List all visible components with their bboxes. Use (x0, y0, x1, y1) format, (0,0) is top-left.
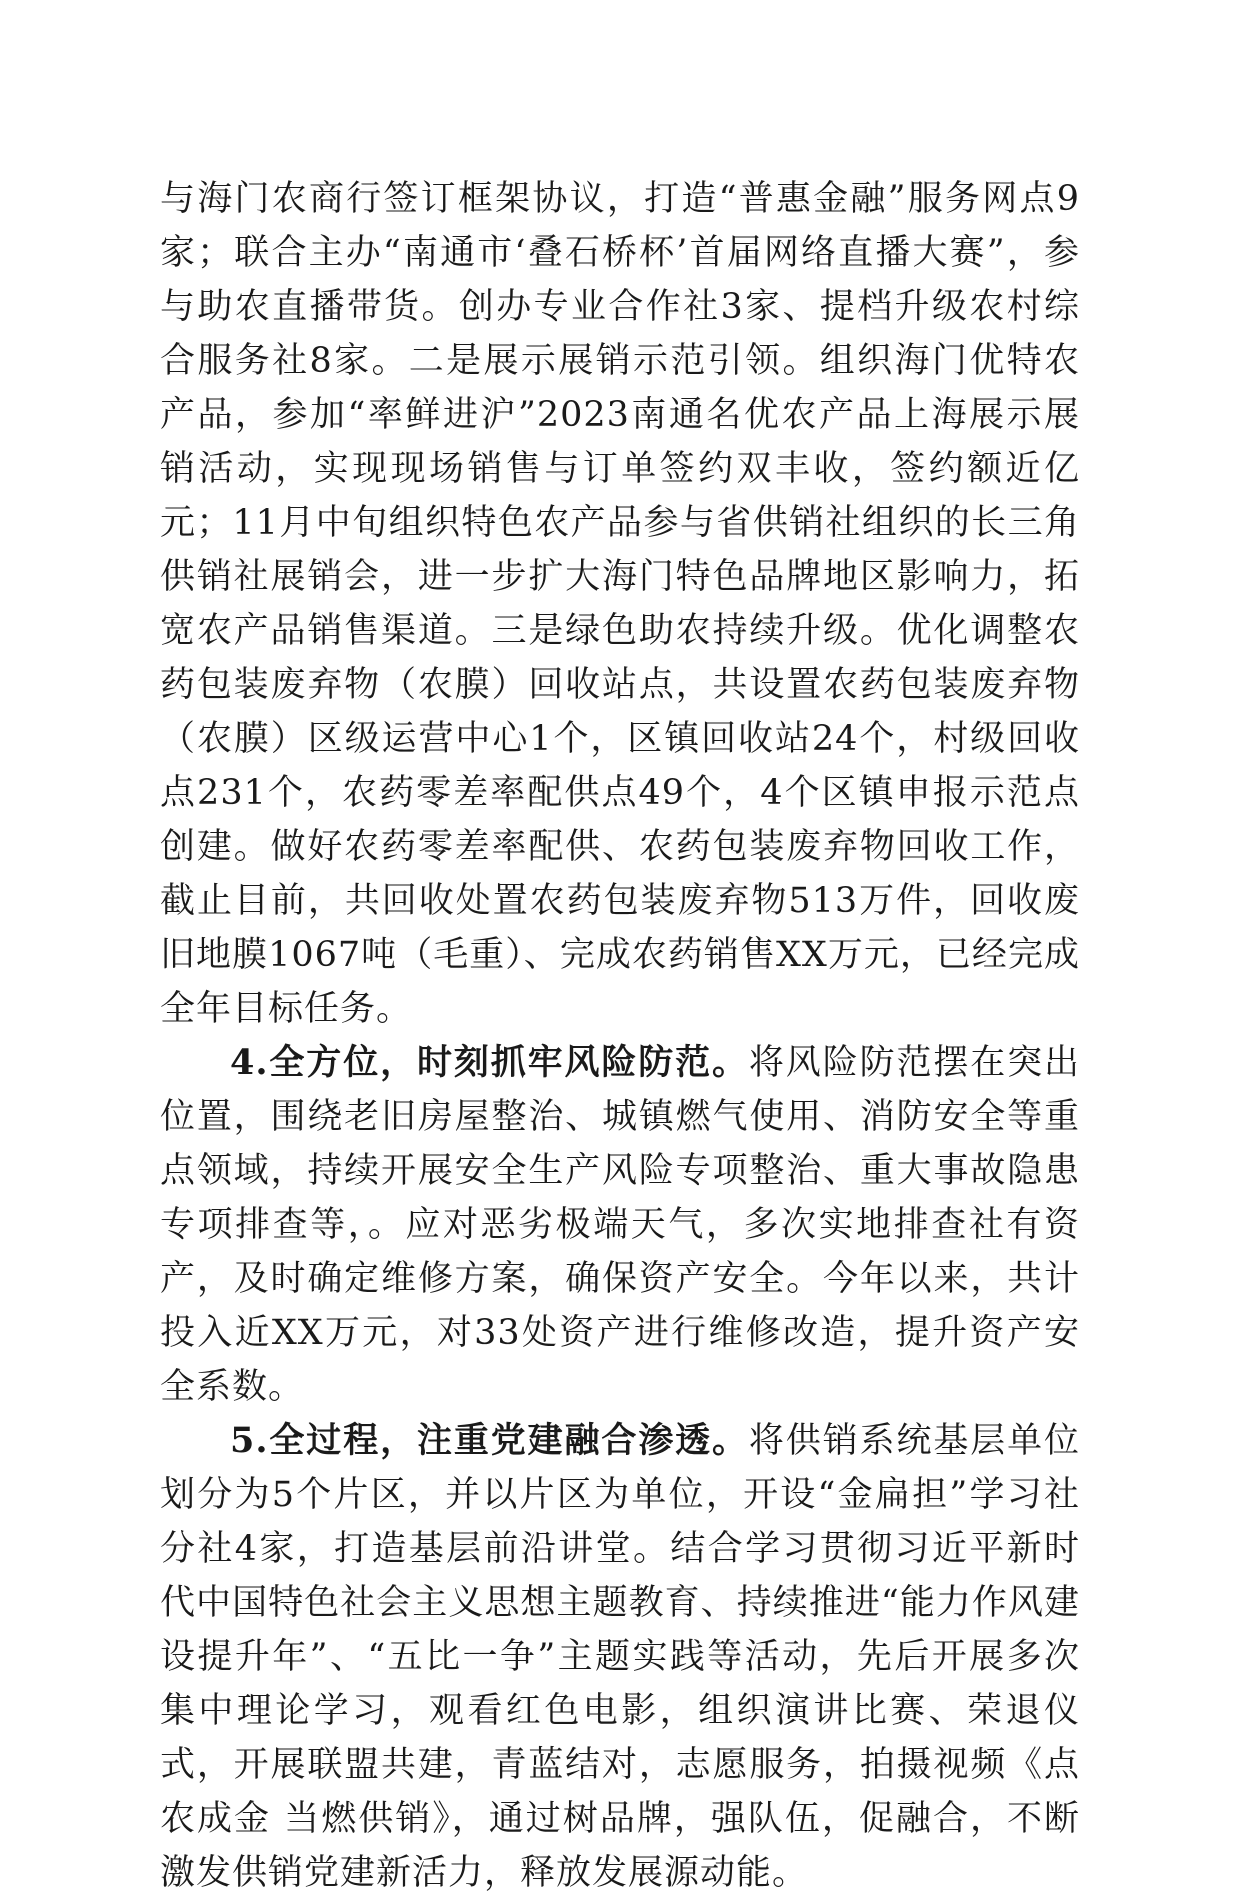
section-heading-4: 4.全方位，时刻抓牢风险防范。 (230, 1042, 749, 1083)
paragraph-body: 与海门农商行签订框架协议，打造“普惠金融”服务网点9家；联合主办“南通市‘叠石桥杯’首届网络直播大赛”，参与助农直播带货。创办专业合作社3家、提档升级农村综合服务社8家。二是展示展销示范引领。组织海门优特农产品，参加“率鲜进沪”2023南通名优农产品上海展示展销活动，实现现场销售与订单签约双丰收，签约额近亿元；11月中旬组织特色农产品参与省供销社组织的长三角供销社展销会，进一步扩大海门特色品牌地区影响力，拓宽农产品销售渠道。三是绿色助农持续升级。优化调整农药包装废弃物（农膜）回收站点，共设置农药包装废弃物（农膜）区级运营中心1个，区镇回收站24个，村级回收点231个，农药零差率配供点49个，4个区镇申报示范点创建。做好农药零差率配供、农药包装废弃物回收工作，截止目前，共回收处置农药包装废弃物513万件，回收废旧地膜1067吨（毛重）、完成农药销售XX万元，已经完成全年目标任务。 (160, 179, 1080, 1029)
paragraph-body: 将风险防范摆在突出位置，围绕老旧房屋整治、城镇燃气使用、消防安全等重点领域，持续开展安全生产风险专项整治、重大事故隐患专项排查等，。应对恶劣极端天气，多次实地排查社有资产，及时确定维修方案，确保资产安全。今年以来，共计投入近XX万元，对33处资产进行维修改造，提升资产安全系数。 (160, 1043, 1080, 1407)
document-page (160, 172, 1080, 1900)
section-heading-5: 5.全过程，注重党建融合渗透。 (230, 1420, 749, 1461)
paragraph-party-building (160, 1414, 1080, 1900)
paragraph-body: 将供销系统基层单位划分为5个片区，并以片区为单位，开设“金扁担”学习社分社4家，打造基层前沿讲堂。结合学习贯彻习近平新时代中国特色社会主义思想主题教育、持续推进“能力作风建设提升年”、“五比一争”主题实践等活动，先后开展多次集中理论学习，观看红色电影，组织演讲比赛、荣退仪式，开展联盟共建，青蓝结对，志愿服务，拍摄视频《点农成金 当燃供销》，通过树品牌，强队伍，促融合，不断激发供销党建新活力，释放发展源动能。 (160, 1421, 1080, 1893)
paragraph-risk-prevention (160, 1036, 1080, 1414)
paragraph-continuation (160, 172, 1080, 1036)
